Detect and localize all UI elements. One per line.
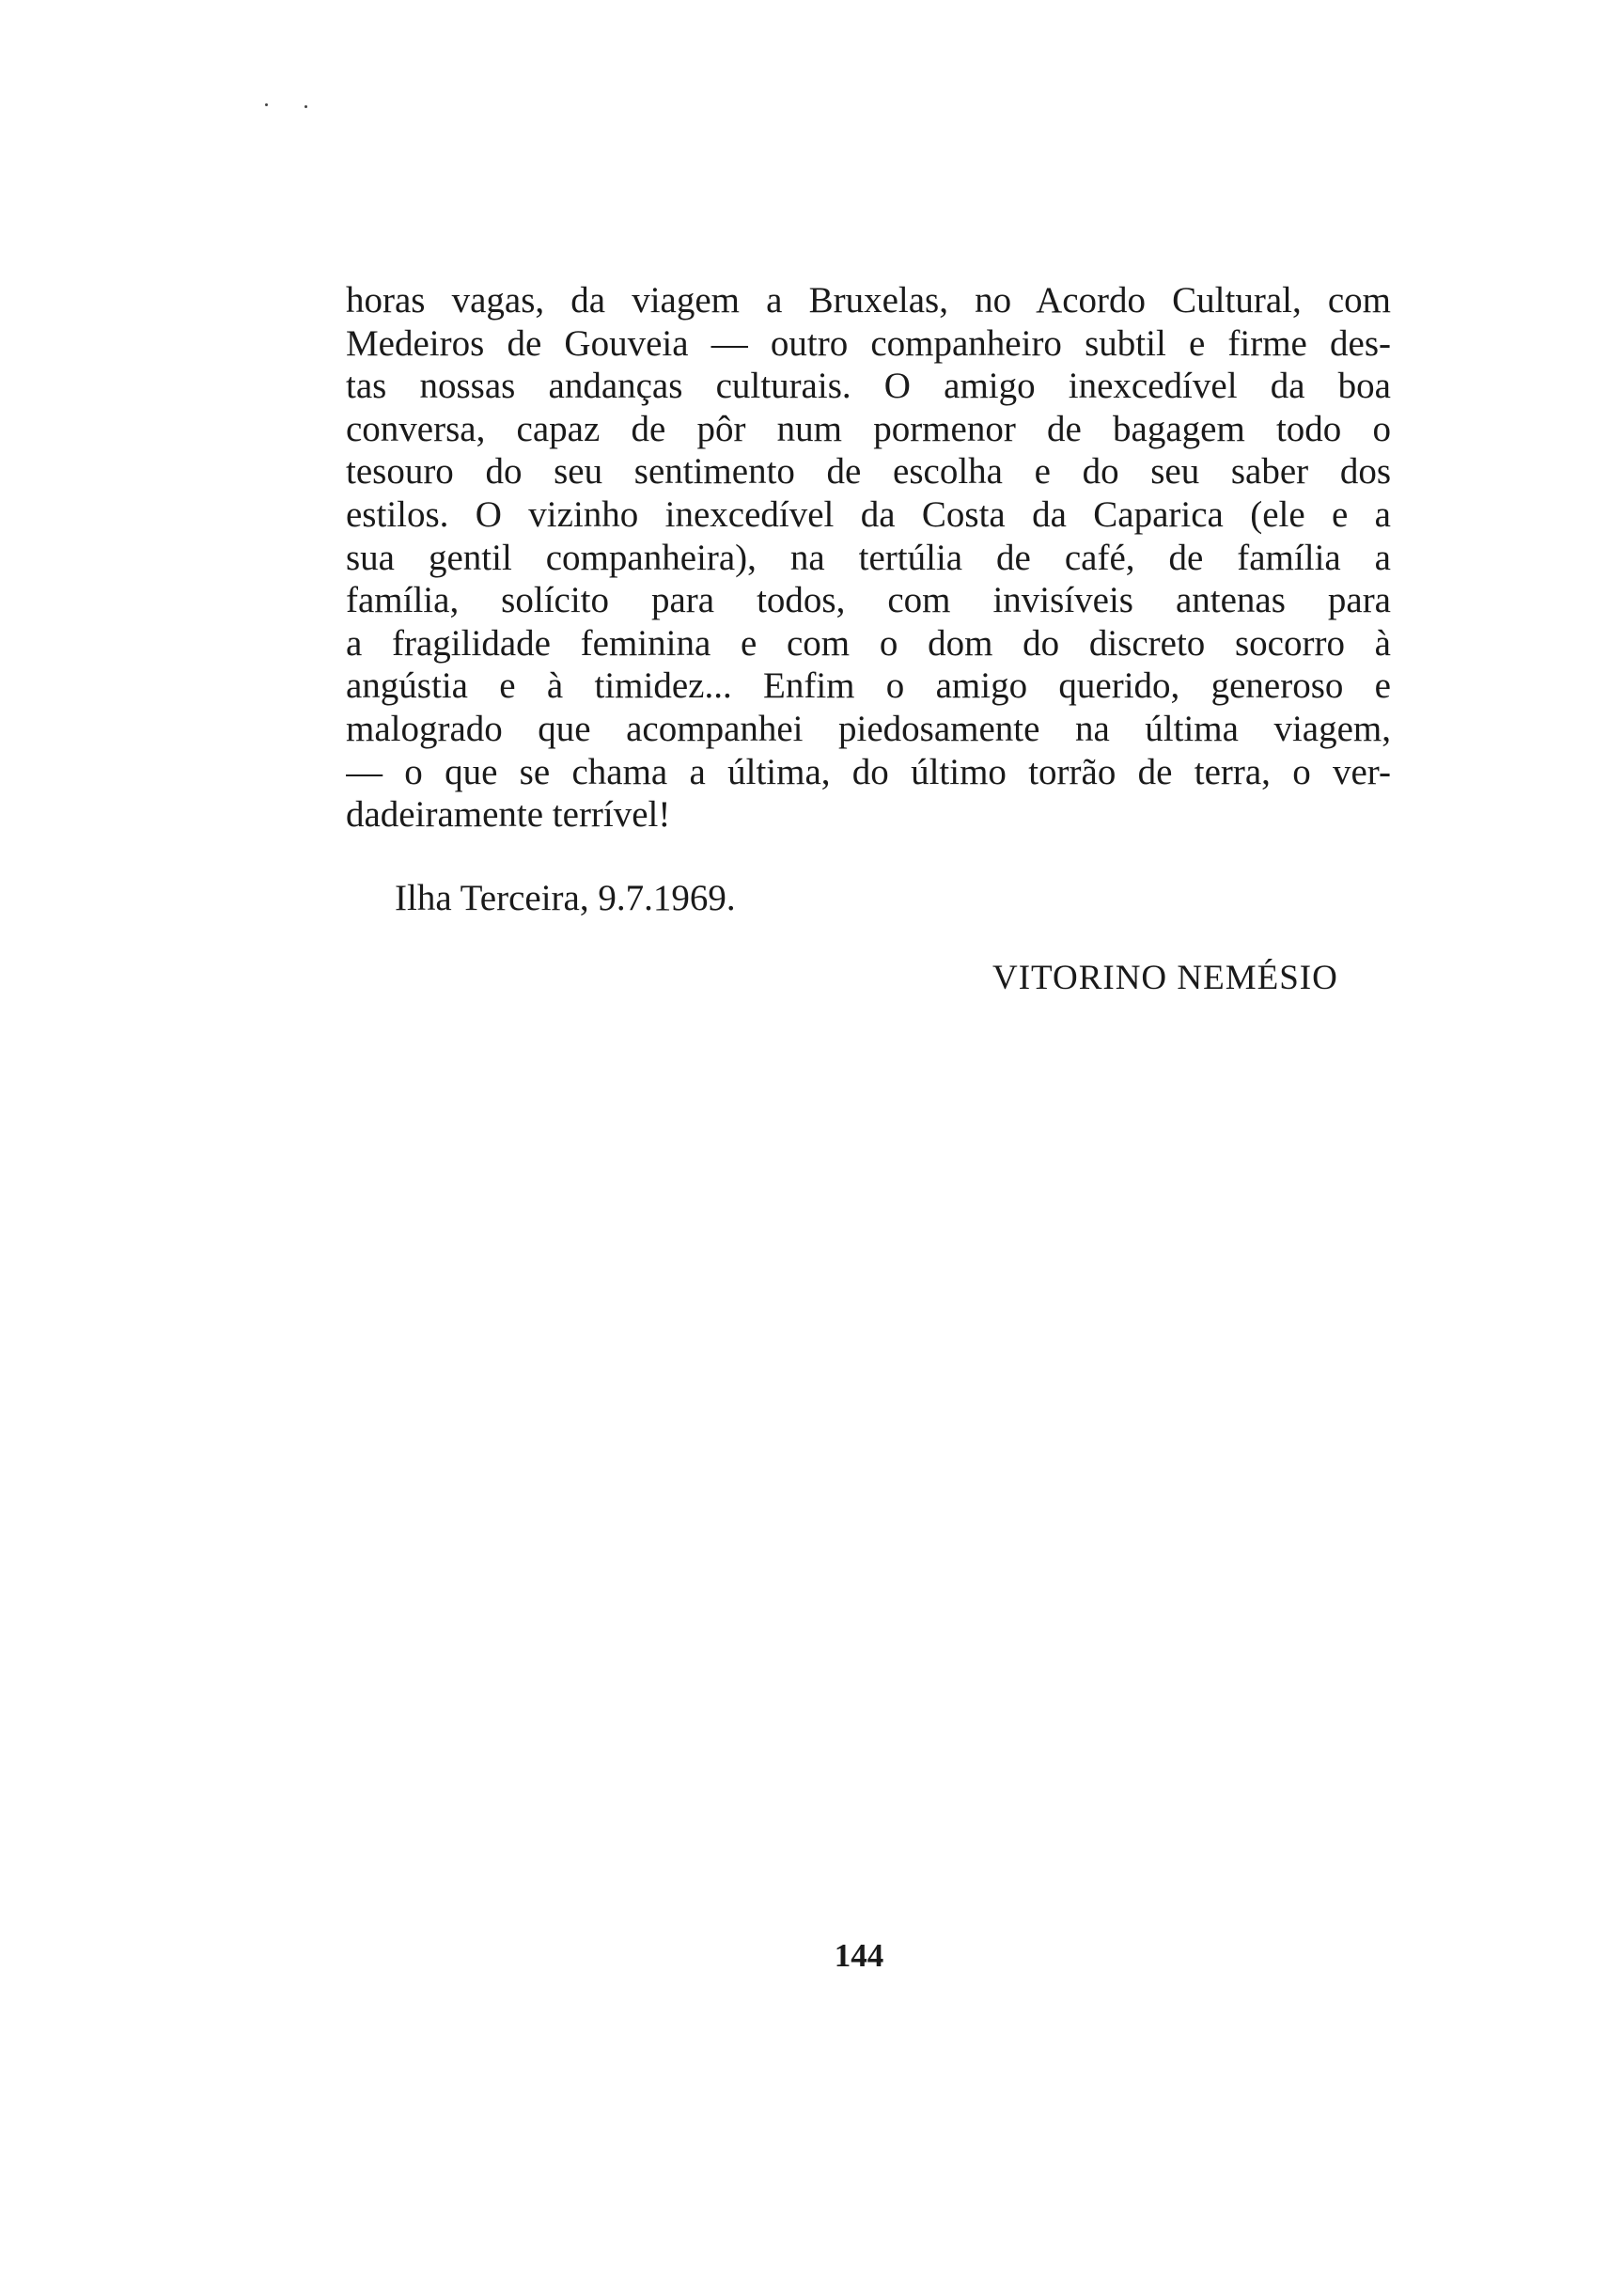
paragraph-line: — o que se chama a última, do último torrão de terra, o ver- (346, 751, 1391, 792)
paragraph-line: sua gentil companheira), na tertúlia de café, de família a (346, 537, 1391, 578)
author-signature: VITORINO NEMÉSIO (992, 959, 1338, 997)
paragraph-line: malogrado que acompanhei piedosamente na última viagem, (346, 708, 1391, 749)
page-number: 144 (834, 1937, 884, 1974)
paragraph-line: família, solícito para todos, com invisíveis antenas para (346, 580, 1391, 621)
paragraph-line: angústia e à timidez... Enfim o amigo querido, generoso e (346, 665, 1391, 707)
paragraph-line: Medeiros de Gouveia — outro companheiro subtil e firme des- (346, 322, 1391, 364)
paragraph-line: estilos. O vizinho inexcedível da Costa da Caparica (ele e a (346, 493, 1391, 535)
paragraph-line: conversa, capaz de pôr num pormenor de bagagem todo o (346, 408, 1391, 449)
paragraph-line: dadeiramente terrível! (346, 794, 671, 836)
speck (265, 103, 268, 106)
body-paragraph (346, 279, 1391, 837)
scan-specks (265, 102, 321, 113)
place-and-date: Ilha Terceira, 9.7.1969. (395, 878, 736, 918)
paragraph-line: tesouro do seu sentimento de escolha e do seu saber dos (346, 451, 1391, 493)
paragraph-line: horas vagas, da viagem a Bruxelas, no Acordo Cultural, com (346, 280, 1391, 321)
paragraph-line: tas nossas andanças culturais. O amigo inexcedível da boa (346, 366, 1391, 407)
paragraph-line: a fragilidade feminina e com o dom do discreto socorro à (346, 622, 1391, 664)
speck (304, 105, 307, 108)
